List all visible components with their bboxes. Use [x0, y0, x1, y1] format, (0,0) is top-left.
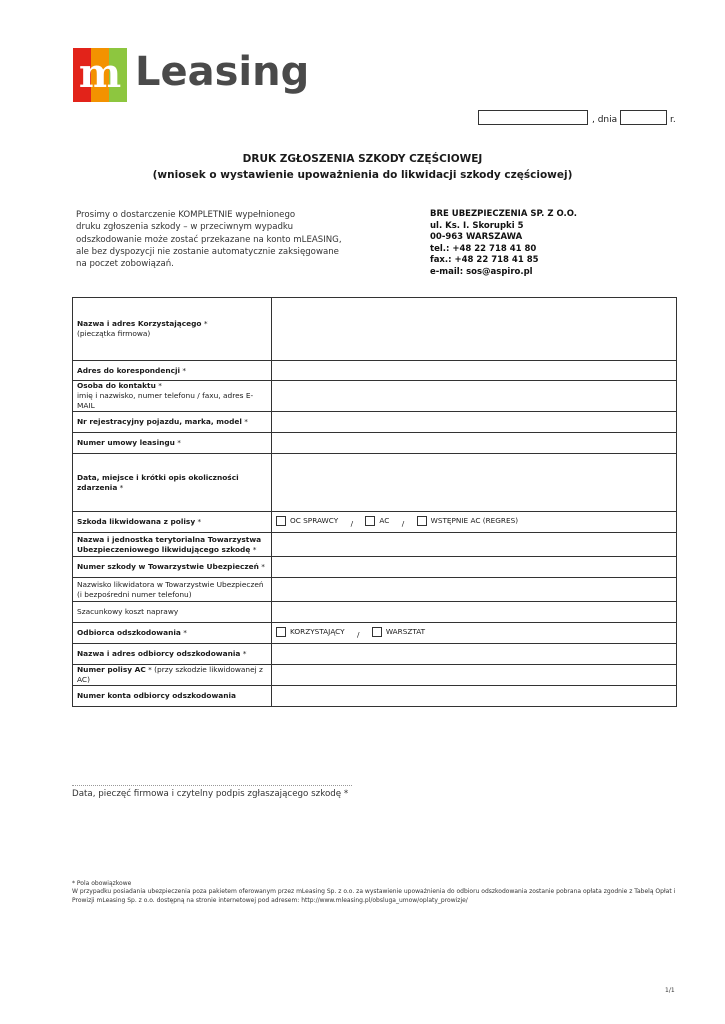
form-row: [73, 412, 677, 433]
intro-line: Prosimy o dostarczenie KOMPLETNIE wypełnionego: [76, 210, 296, 220]
claim-form-table: [72, 297, 677, 707]
field-label: Odbiorca odszkodowania *: [73, 623, 272, 644]
form-row: [73, 512, 677, 533]
intro-text: [76, 209, 346, 270]
field-label: Numer szkody w Towarzystwie Ubezpieczeń *: [73, 557, 272, 578]
date-label: , dnia: [592, 115, 618, 125]
form-row: [73, 298, 677, 361]
bank-account-field[interactable]: [272, 686, 677, 707]
recipient-address-field[interactable]: [272, 644, 677, 665]
form-row: [73, 533, 677, 557]
field-label: Nr rejestracyjny pojazdu, marka, model *: [73, 412, 272, 433]
user-name-address-field[interactable]: [272, 298, 677, 361]
field-label: Adres do korespondencji *: [73, 361, 272, 381]
form-row: [73, 644, 677, 665]
form-row: [73, 686, 677, 707]
contact-street: ul. Ks. I. Skorupki 5: [430, 220, 524, 231]
year-suffix: r.: [670, 115, 676, 125]
contact-company: BRE UBEZPIECZENIA SP. Z O.O.: [430, 209, 577, 219]
checkbox[interactable]: [276, 516, 286, 526]
repair-cost-field[interactable]: [272, 602, 677, 623]
form-row: [73, 557, 677, 578]
place-input-box[interactable]: [478, 110, 588, 125]
form-row: [73, 665, 677, 686]
ac-policy-number-field[interactable]: [272, 665, 677, 686]
ac-regres-option[interactable]: WSTĘPNIE AC (REGRES): [417, 516, 518, 526]
form-row: [73, 454, 677, 512]
required-fields-note: * Pola obowiązkowe: [72, 880, 132, 887]
form-row: [73, 433, 677, 454]
checkbox[interactable]: [372, 627, 382, 637]
field-label: Numer umowy leasingu *: [73, 433, 272, 454]
field-label: Data, miejsce i krótki opis okoliczności zdarzenia *: [73, 454, 272, 512]
date-input-box[interactable]: [620, 110, 667, 125]
signature-line[interactable]: [72, 785, 352, 786]
intro-line: druku zgłoszenia szkody – w przeciwnym wypadku: [76, 222, 294, 233]
correspondence-address-field[interactable]: [272, 361, 677, 381]
incident-description-field[interactable]: [272, 454, 677, 512]
oc-sprawcy-option[interactable]: OC SPRAWCY: [276, 516, 338, 526]
page-number: 1/1: [665, 987, 675, 994]
fee-note: W przypadku posiadania ubezpieczenia poza pakietem oferowanym przez mLeasing Sp. z o.o. za wystawienie upoważnienia do odbioru odszkodowania zostanie pobrana opłata zgodnie z Tabelą Opłat i Prowizji mLeasing Sp. z o.o. dostępną na stronie internetowej pod adresem: http://www.mleasing.pl/obsluga_umow/oplaty_prowizje/: [72, 888, 676, 904]
contact-city: 00-963 WARSZAWA: [430, 232, 523, 242]
claim-number-field[interactable]: [272, 557, 677, 578]
logo-mark-letter: m: [78, 50, 122, 97]
signature-label: Data, pieczęć firmowa i czytelny podpis zgłaszającego szkodę *: [72, 789, 349, 799]
form-row: [73, 578, 677, 602]
form-row: [73, 361, 677, 381]
form-row: [73, 381, 677, 412]
insurer-contact: [430, 209, 577, 278]
field-label: Nazwa i adres Korzystającego * (pieczątka firmowa): [73, 298, 272, 361]
logo-mark: [73, 48, 127, 102]
field-label: Numer konta odbiorcy odszkodowania: [73, 686, 272, 707]
ac-option[interactable]: AC: [365, 516, 389, 526]
intro-line: na poczet zobowiązań.: [76, 259, 174, 270]
field-label: Szkoda likwidowana z polisy *: [73, 512, 272, 533]
logo-text: Leasing: [135, 49, 310, 95]
contact-email: e-mail: sos@aspiro.pl: [430, 266, 533, 277]
field-label: Numer polisy AC * (przy szkodzie likwidowanej z AC): [73, 665, 272, 686]
field-label: Nazwa i jednostka terytorialna Towarzystwa Ubezpieczeniowego likwidującego szkodę *: [73, 533, 272, 557]
intro-line: ale bez dyspozycji nie zostanie automatycznie zaksięgowane: [76, 246, 339, 257]
footer-notes: [72, 880, 682, 905]
recipient-options: KORZYSTAJĄCY / WARSZTAT: [272, 623, 677, 644]
checkbox[interactable]: [365, 516, 375, 526]
field-label: Szacunkowy koszt naprawy: [73, 602, 272, 623]
field-label: Nazwisko likwidatora w Towarzystwie Ubezpieczeń (i bezpośredni numer telefonu): [73, 578, 272, 602]
contact-fax: fax.: +48 22 718 41 85: [430, 255, 539, 265]
form-row: [73, 623, 677, 644]
checkbox[interactable]: [417, 516, 427, 526]
contact-phone: tel.: +48 22 718 41 80: [430, 243, 537, 254]
warsztat-option[interactable]: WARSZTAT: [372, 627, 425, 637]
mleasing-logo: [73, 48, 310, 102]
form-title: DRUK ZGŁOSZENIA SZKODY CZĘŚCIOWEJ: [242, 153, 483, 165]
checkbox[interactable]: [276, 627, 286, 637]
leasing-contract-number-field[interactable]: [272, 433, 677, 454]
adjuster-name-field[interactable]: [272, 578, 677, 602]
form-row: [73, 602, 677, 623]
contact-person-field[interactable]: [272, 381, 677, 412]
insurer-unit-field[interactable]: [272, 533, 677, 557]
policy-type-options: OC SPRAWCY / AC / WSTĘPNIE AC (REGRES): [272, 512, 677, 533]
field-label: Osoba do kontaktu * imię i nazwisko, numer telefonu / faxu, adres E-MAIL: [73, 381, 272, 412]
intro-line: odszkodowanie może zostać przekazane na konto mLEASING,: [76, 234, 342, 245]
field-label: Nazwa i adres odbiorcy odszkodowania *: [73, 644, 272, 665]
korzystajacy-option[interactable]: KORZYSTAJĄCY: [276, 627, 345, 637]
vehicle-registration-field[interactable]: [272, 412, 677, 433]
form-subtitle: (wniosek o wystawienie upoważnienia do likwidacji szkody częściowej): [152, 169, 573, 181]
